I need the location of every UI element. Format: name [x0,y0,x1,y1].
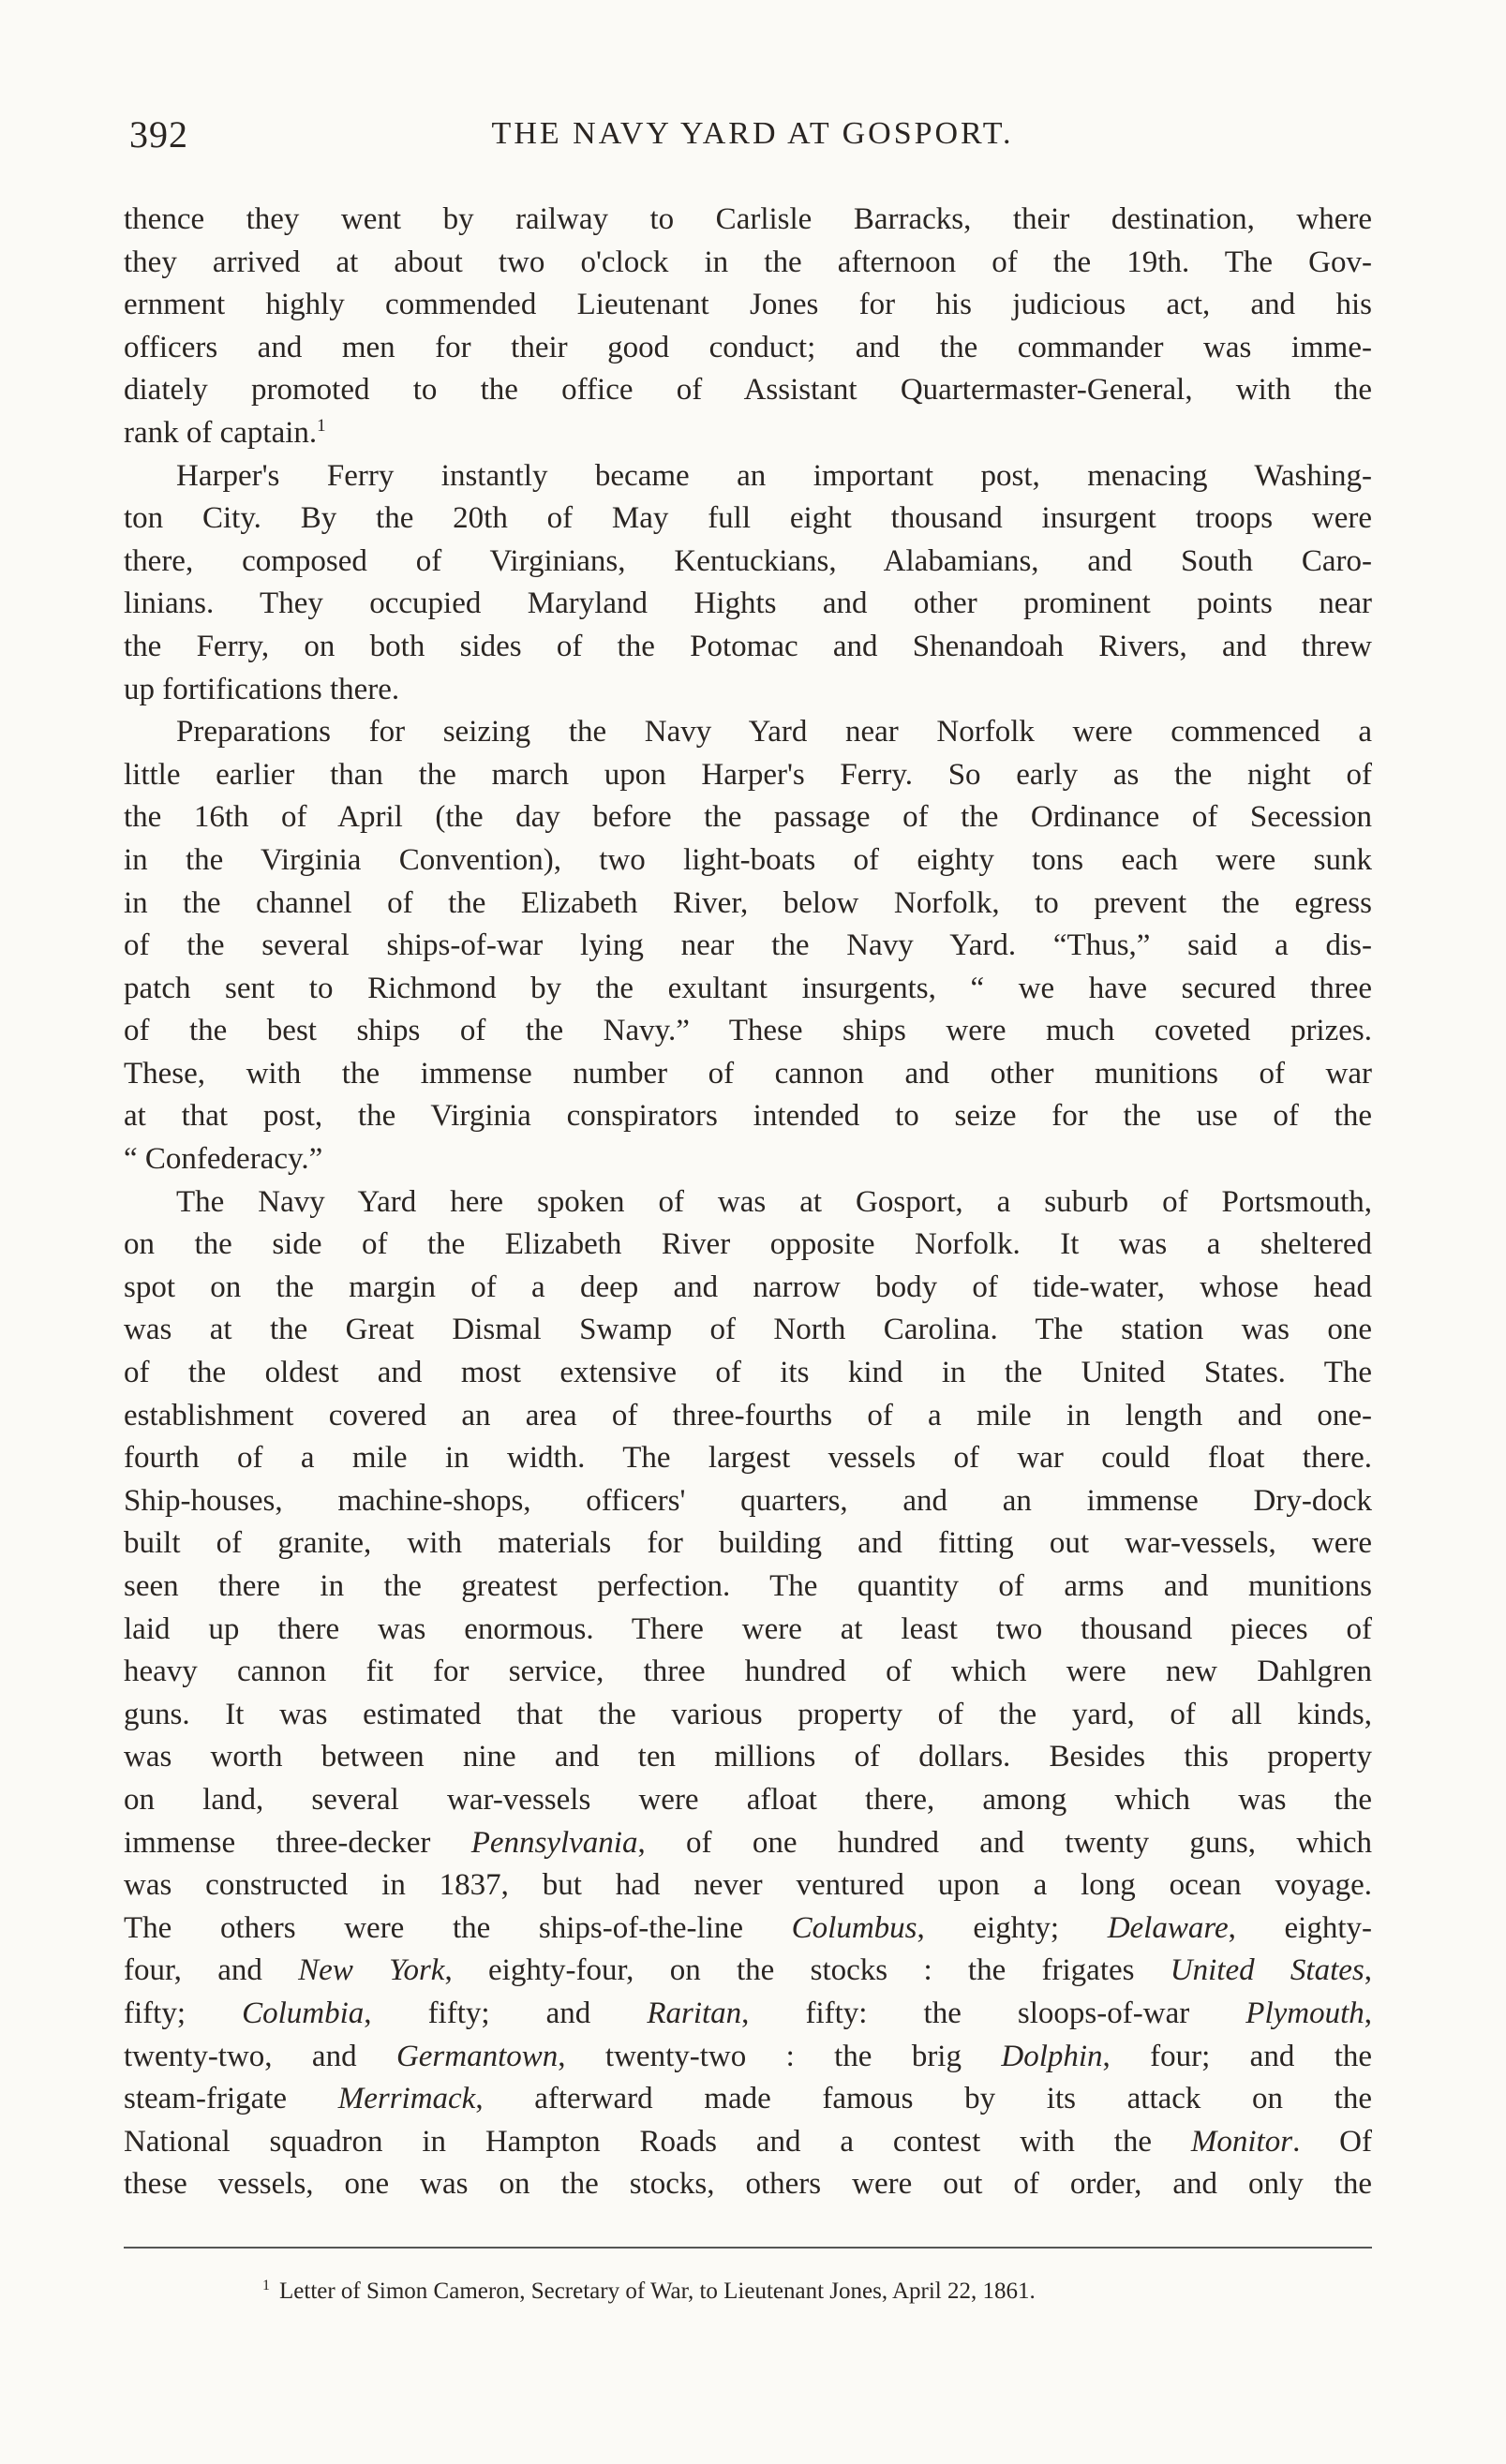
ship-name: Plymouth [1245,1996,1364,2030]
page-header [129,112,1376,169]
text-line: in the channel of the Elizabeth River, below Norfolk, to prevent the egress [124,885,1372,920]
text-line: the 16th of April (the day before the passage of the Ordinance of Secession [124,800,1372,835]
text-line: National squadron in Hampton Roads and a contest with the Monitor. Of [124,2124,1372,2159]
text-line: heavy cannon fit for service, three hundred of which were new Dahlgren [124,1655,1372,1689]
text-line: fifty; Columbia, fifty; and Raritan, fifty: the sloops-of-war Plymouth, [124,1996,1373,2030]
text-line: seen there in the greatest perfection. The quantity of arms and munitions [124,1569,1372,1603]
text-line: thence they went by railway to Carlisle Barracks, their destination, where [124,202,1372,236]
text-line: built of granite, with materials for building and fitting out war-vessels, were [124,1526,1372,1561]
ship-name: United States [1170,1953,1364,1988]
text-line: laid up there was enormous. There were at least two thousand pieces of [124,1611,1372,1646]
text-line: linians. They occupied Maryland Hights and other prominent points near [124,586,1372,621]
ship-name: Pennsylvania [470,1825,638,1860]
text-line: Ship-houses, machine-shops, officers' quarters, and an immense Dry-dock [124,1483,1372,1518]
footnote-marker: 1 [262,2277,270,2293]
text-line: Harper's Ferry instantly became an important post, menacing Washing- [176,458,1372,493]
text-line: “ Confederacy.” [124,1142,323,1177]
ship-name: Delaware [1107,1910,1229,1945]
text-line: guns. It was estimated that the various property of the yard, of all kinds, [124,1697,1372,1731]
text-line: of the several ships-of-war lying near the Navy Yard. “Thus,” said a dis- [124,928,1372,963]
ship-name: Germantown [395,2039,559,2073]
text-line: they arrived at about two o'clock in the afternoon of the 19th. The Gov- [124,245,1372,279]
text-line: little earlier than the march upon Harper's Ferry. So early as the night of [124,757,1372,792]
text-line: steam-frigate Merrimack, afterward made famous by its attack on the [124,2082,1372,2116]
text-line: Preparations for seizing the Navy Yard near Norfolk were commenced a [176,715,1372,750]
footnote-text: Letter of Simon Cameron, Secretary of War, to Lieutenant Jones, April 22, 1861. [279,2278,1036,2304]
footnote-rule [124,2247,1372,2249]
text-line: ernment highly commended Lieutenant Jones for his judicious act, and his [124,288,1372,322]
text-line: patch sent to Richmond by the exultant insurgents, “ we have secured three [124,971,1372,1005]
text-line: twenty-two, and Germantown, twenty-two : the brig Dolphin, four; and the [124,2039,1373,2073]
text-line: on the side of the Elizabeth River opposite Norfolk. It was a sheltered [124,1227,1372,1262]
text-line: was worth between nine and ten millions of dollars. Besides this property [124,1740,1372,1774]
text-line: The others were the ships-of-the-line Columbus, eighty; Delaware, eighty- [124,1910,1372,1945]
text-line: rank of captain.$^1$ [124,415,326,450]
ship-name: New York [298,1953,445,1988]
ship-name: Columbus [791,1910,917,1945]
text-line: in the Virginia Convention), two light-boats of eighty tons each were sunk [124,842,1372,877]
text-line: The Navy Yard here spoken of was at Gosport, a suburb of Portsmouth, [176,1184,1372,1219]
footnote [262,2278,1312,2305]
text-line: fourth of a mile in width. The largest vessels of war could float there. [124,1441,1372,1476]
text-line: was constructed in 1837, but had never ventured upon a long ocean voyage. [124,1868,1372,1903]
ship-name: Dolphin [1001,2039,1103,2073]
text-line: on land, several war-vessels were afloat there, among which was the [124,1782,1372,1817]
running-head: THE NAVY YARD AT GOSPORT. [491,116,1014,151]
ship-name: Merrimack [337,2082,476,2116]
footnote-ref: 1 [317,415,326,436]
text-line: of the oldest and most extensive of its kind in the United States. The [124,1356,1372,1390]
text-line: up fortifications there. [124,672,400,706]
text-line: immense three-decker Pennsylvania, of one hundred and twenty guns, which [124,1825,1373,1860]
text-line: officers and men for their good conduct; and the commander was imme- [124,330,1372,364]
text-line: there, composed of Virginians, Kentuckians, Alabamians, and South Caro- [124,543,1372,578]
ship-name: Monitor [1190,2124,1293,2159]
ship-name: Columbia [242,1996,365,2030]
text-line: these vessels, one was on the stocks, others were out of order, and only the [124,2167,1372,2202]
text-line: was at the Great Dismal Swamp of North Carolina. The station was one [124,1313,1372,1347]
page-number: 392 [129,113,188,156]
text-line: These, with the immense number of cannon and other munitions of war [124,1056,1372,1091]
text-line: at that post, the Virginia conspirators intended to seize for the use of the [124,1099,1372,1134]
text-line: diately promoted to the office of Assistant Quartermaster-General, with the [124,373,1372,408]
text-line: spot on the margin of a deep and narrow body of tide-water, whose head [124,1269,1372,1304]
text-line: establishment covered an area of three-fourths of a mile in length and one- [124,1398,1372,1432]
body-text [124,199,1372,2206]
text-line: of the best ships of the Navy.” These ships were much coveted prizes. [124,1014,1372,1048]
text-line: four, and New York, eighty-four, on the stocks : the frigates United States, [124,1953,1372,1988]
ship-name: Raritan [647,1996,742,2030]
text-line: ton City. By the 20th of May full eight thousand insurgent troops were [124,501,1372,536]
text-line: the Ferry, on both sides of the Potomac and Shenandoah Rivers, and threw [124,629,1372,663]
